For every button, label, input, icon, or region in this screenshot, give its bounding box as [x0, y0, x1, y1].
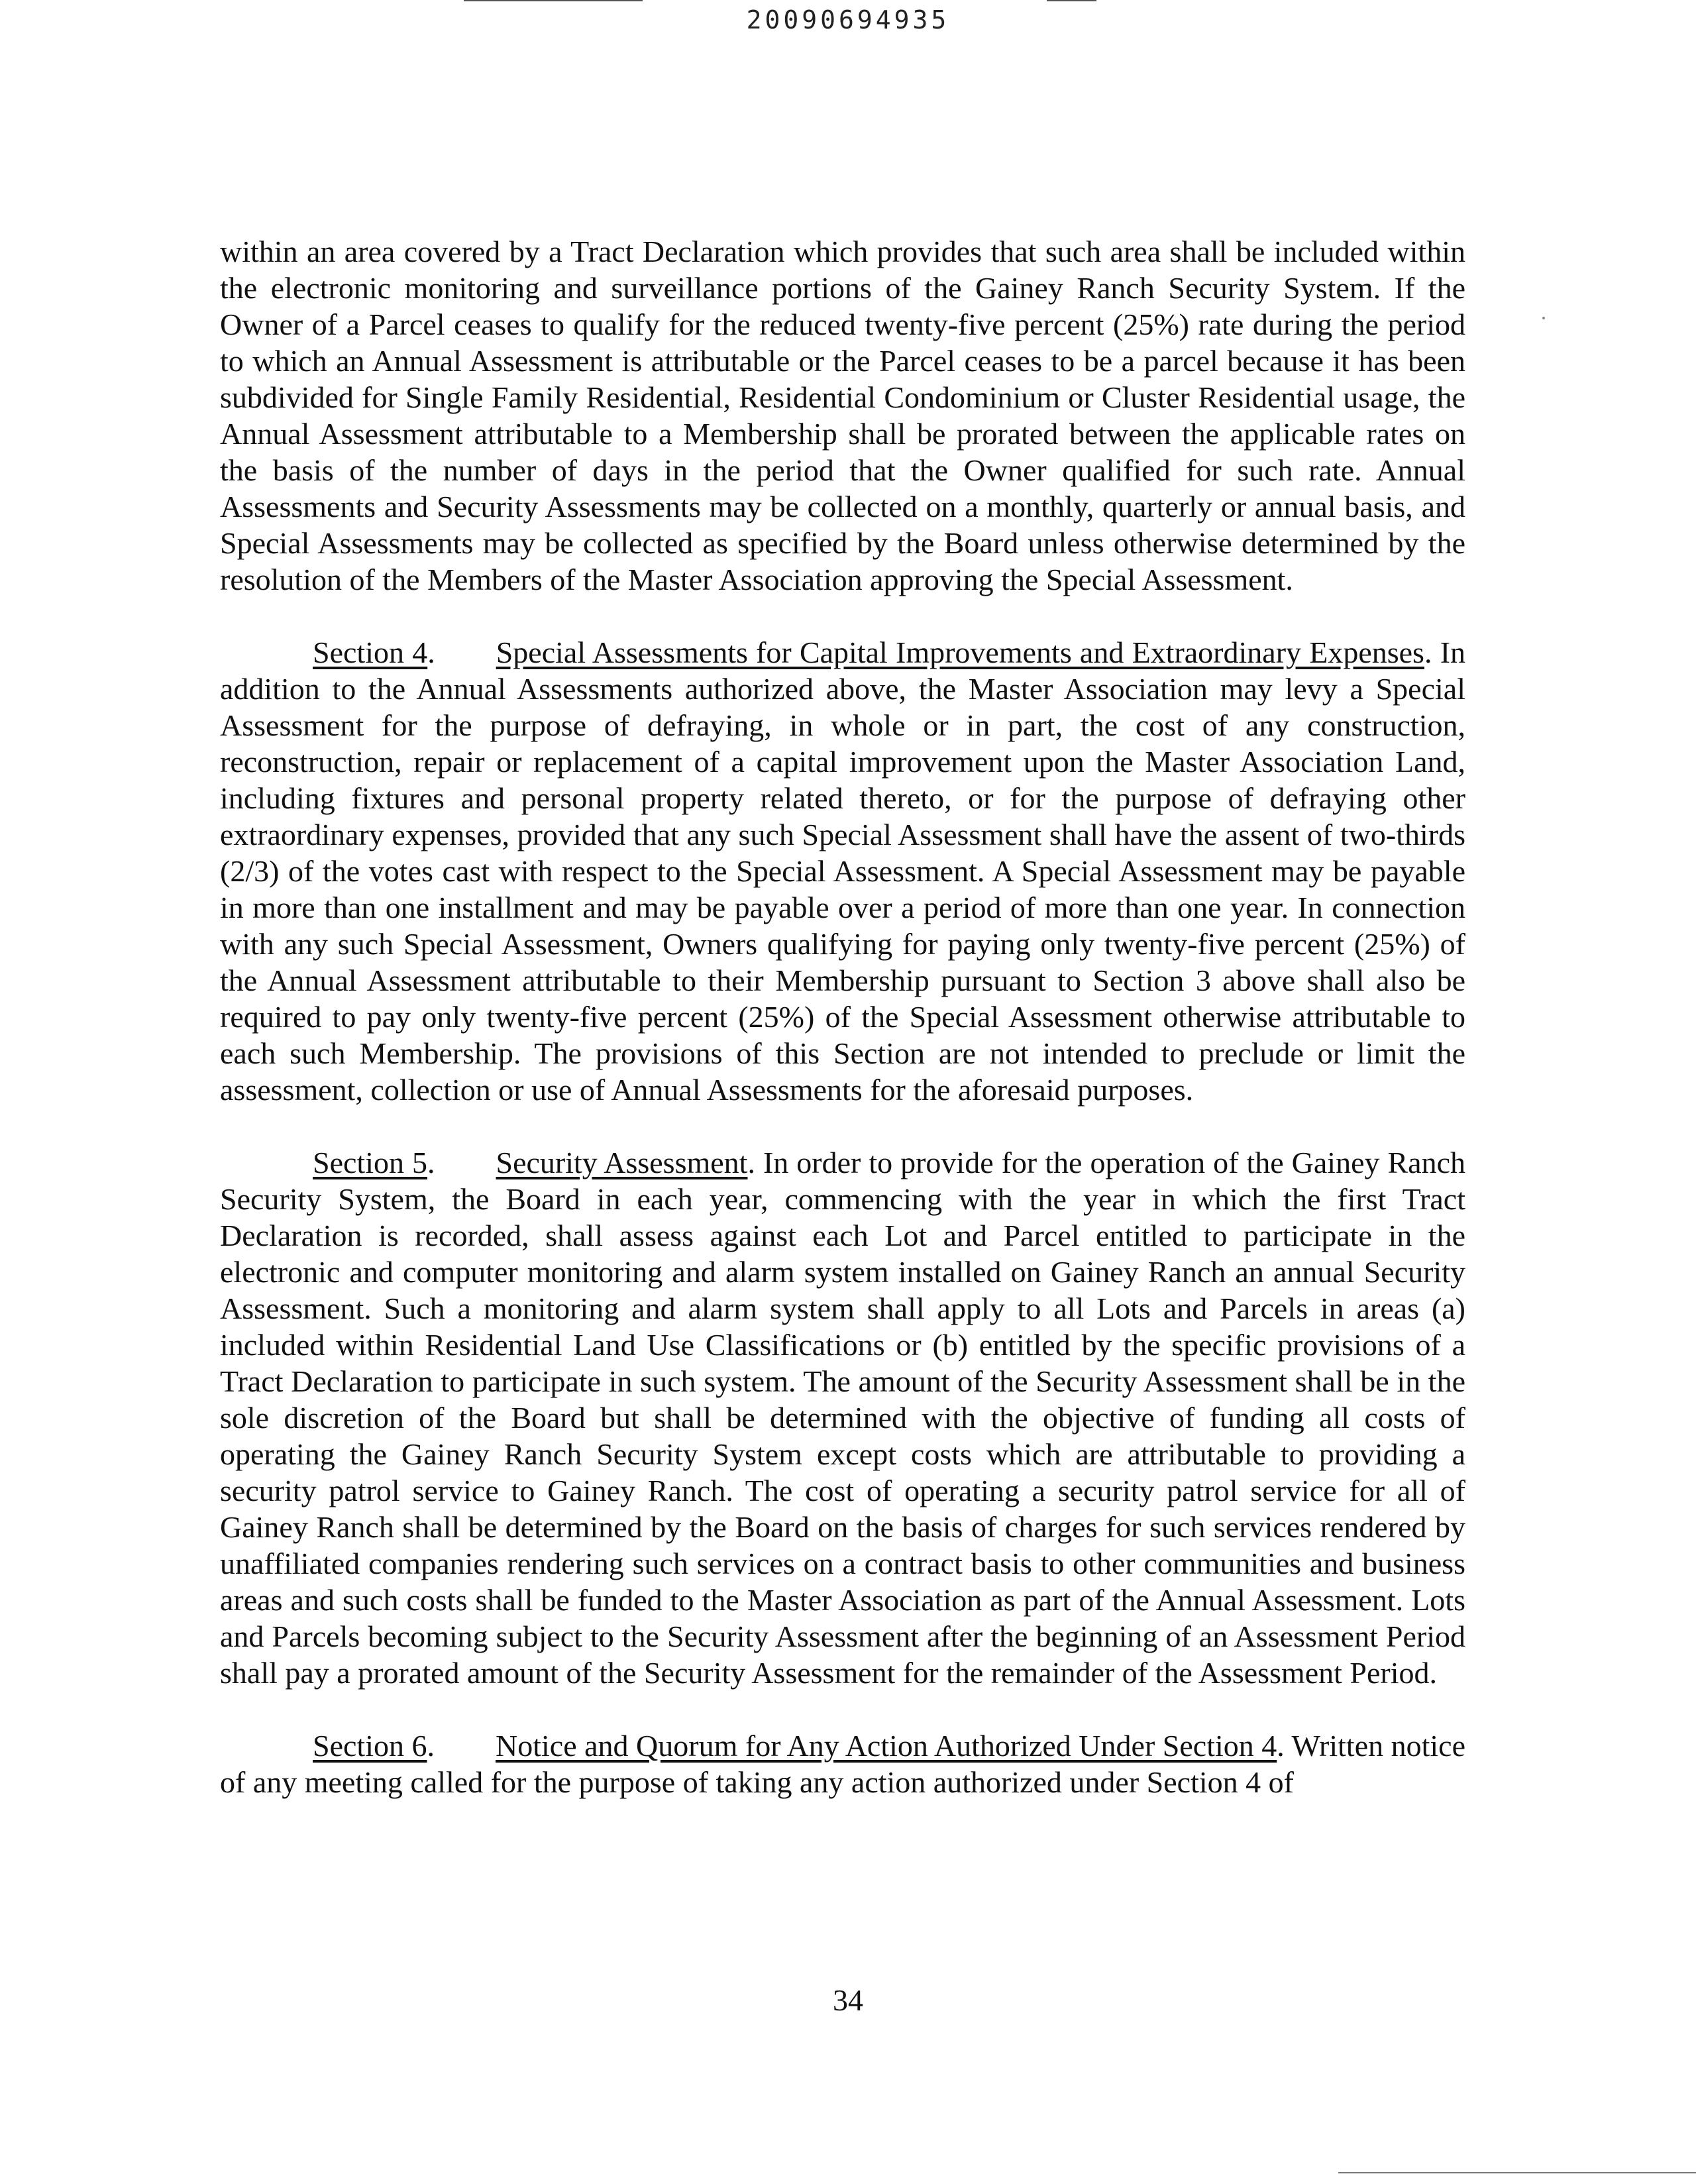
section-5-paragraph: Section 5. Security Assessment. In order to provide for the operation of the Gainey Ranch Security System, the Board in each year, commencing with the year in which the first Tract Declaration is recorded, shall assess against each Lot and Parcel entitled to participate in the electronic and computer monitoring and alarm system installed on Gainey Ranch an annual Security Assessment. Such a monitoring and alarm system shall apply to all Lots and Parcels in areas (a) included within Residential Land Use Classifications or (b) entitled by the specific provisions of a Tract Declaration to participate in such system. The amount of the Security Assessment shall be in the sole discretion of the Board but shall be determined with the objective of funding all costs of operating the Gainey Ranch Security System except costs which are attributable to providing a security patrol service to Gainey Ranch. The cost of operating a security patrol service for all of Gainey Ranch shall be determined by the Board on the basis of charges for such services rendered by unaffiliated companies rendering such services on a contract basis to other communities and business areas and such costs shall be funded to the Master Association as part of the Annual Assessment. Lots and Parcels becoming subject to the Security Assessment after the beginning of an Assessment Period shall pay a prorated amount of the Security Assessment for the remainder of the Assessment Period. — [220, 1146, 1466, 1690]
section-4-paragraph: Section 4. Special Assessments for Capital Improvements and Extraordinary Expenses. In addition to the Annual Assessments authorized above, the Master Association may levy a Special Assessment for the purpose of defraying, in whole or in part, the cost of any construction, reconstruction, repair or replacement of a capital improvement upon the Master Association Land, including fixtures and personal property related thereto, or for the purpose of defraying other extraordinary expenses, provided that any such Special Assessment shall have the assent of two-thirds (2/3) of the votes cast with respect to the Special Assessment. A Special Assessment may be payable in more than one installment and may be payable over a period of more than one year. In connection with any such Special Assessment, Owners qualifying for paying only twenty-five percent (25%) of the Annual Assessment attributable to their Membership pursuant to Section 3 above shall also be required to pay only twenty-five percent (25%) of the Special Assessment otherwise attributable to each such Membership. The provisions of this Section are not intended to preclude or limit the assessment, collection or use of Annual Assessments for the aforesaid purposes. — [220, 635, 1466, 1107]
section-5-label: Section 5 — [313, 1146, 427, 1179]
section-5-title: Security Assessment — [496, 1146, 748, 1179]
section-4-label: Section 4 — [313, 635, 428, 669]
section-4-text: In addition to the Annual Assessments authorized above, the Master Association may levy a Special Assessment for the purpose of defraying, in whole or in part, the cost of any construction, reconstruction, repair or replacement of a capital improvement upon the Master Association Land, including fixtures and personal property related thereto, or for the purpose of defraying other extraordinary expenses, provided that any such Special Assessment shall have the assent of two-thirds (2/3) of the votes cast with respect to the Special Assessment. A Special Assessment may be payable in more than one installment and may be payable over a period of more than one year. In connection with any such Special Assessment, Owners qualifying for paying only twenty-five percent (25%) of the Annual Assessment attributable to their Membership pursuant to Section 3 above shall also be required to pay only twenty-five percent (25%) of the Special Assessment otherwise attributable to each such Membership. The provisions of this Section are not intended to preclude or limit the assessment, collection or use of Annual Assessments for the aforesaid purposes. — [220, 635, 1466, 1107]
section-6-text: Written notice of any meeting called for the purpose of taking any action authorized under Section 4 of — [220, 1729, 1466, 1799]
header-rule-right — [1047, 0, 1096, 1]
continuation-paragraph: within an area covered by a Tract Declaration which provides that such area shall be included within the electronic monitoring and surveillance portions of the Gainey Ranch Security System. If the Owner of a Parcel ceases to qualify for the reduced twenty-five percent (25%) rate during the period to which an Annual Assessment is attributable or the Parcel ceases to be a parcel because it has been subdivided for Single Family Residential, Residential Condominium or Cluster Residential usage, the Annual Assessment attributable to a Membership shall be prorated between the applicable rates on the basis of the number of days in the period that the Owner qualified for such rate. Annual Assessments and Security Assessments may be collected on a monthly, quarterly or annual basis, and Special Assessments may be collected as specified by the Board unless otherwise determined by the resolution of the Members of the Master Association approving the Special Assessment. — [220, 235, 1465, 596]
document-body — [220, 233, 1465, 1800]
document-number: 20090694935 — [746, 5, 950, 34]
footer-rule — [1338, 2172, 1696, 2173]
section-6-paragraph: Section 6. Notice and Quorum for Any Action Authorized Under Section 4. Written notice of any meeting called for the purpose of taking any action authorized under Section 4 of — [220, 1729, 1466, 1799]
section-4-title: Special Assessments for Capital Improvements and Extraordinary Expenses — [496, 635, 1424, 669]
header-rule-left — [464, 0, 643, 1]
page-number: 34 — [833, 1983, 863, 2017]
section-6-label: Section 6 — [313, 1729, 427, 1763]
scan-speck — [1542, 317, 1545, 319]
section-5-text: In order to provide for the operation of the Gainey Ranch Security System, the Board in each year, commencing with the year in which the first Tract Declaration is recorded, shall assess against each Lot and Parcel entitled to participate in the electronic and computer monitoring and alarm system installed on Gainey Ranch an annual Security Assessment. Such a monitoring and alarm system shall apply to all Lots and Parcels in areas (a) included within Residential Land Use Classifications or (b) entitled by the specific provisions of a Tract Declaration to participate in such system. The amount of the Security Assessment shall be in the sole discretion of the Board but shall be determined with the objective of funding all costs of operating the Gainey Ranch Security System except costs which are attributable to providing a security patrol service to Gainey Ranch. The cost of operating a security patrol service for all of Gainey Ranch shall be determined by the Board on the basis of charges for such services rendered by unaffiliated companies rendering such services on a contract basis to other communities and business areas and such costs shall be funded to the Master Association as part of the Annual Assessment. Lots and Parcels becoming subject to the Security Assessment after the beginning of an Assessment Period shall pay a prorated amount of the Security Assessment for the remainder of the Assessment Period. — [220, 1146, 1466, 1690]
section-6-title: Notice and Quorum for Any Action Authorized Under Section 4 — [496, 1729, 1277, 1763]
